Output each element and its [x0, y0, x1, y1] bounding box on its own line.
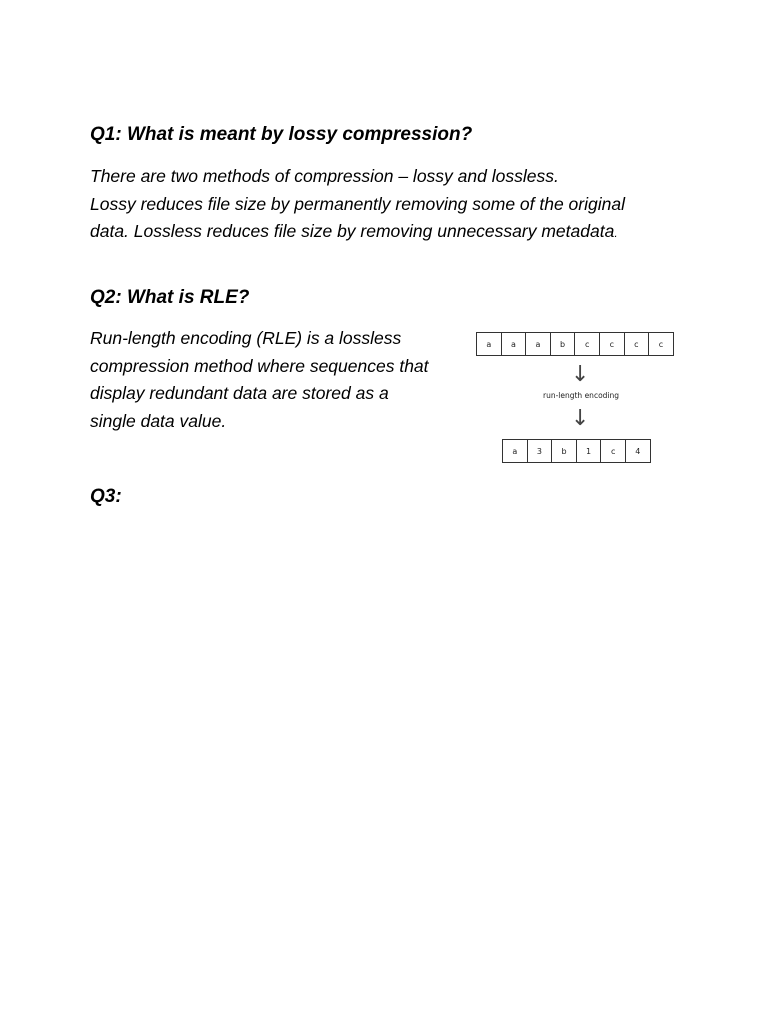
rle-output-cell: b — [551, 439, 577, 463]
down-arrow-icon: ↓ — [571, 406, 590, 431]
q1-answer — [90, 163, 625, 248]
rle-caption: run-length encoding — [542, 391, 620, 400]
q2-answer-line-2: compression method where sequences that — [90, 355, 429, 376]
rle-input-cell: a — [476, 332, 502, 356]
rle-input-cell: c — [574, 332, 600, 356]
q2-answer-line-4: single data value. — [90, 410, 227, 431]
rle-output-cell: 4 — [625, 439, 651, 463]
q1-answer-line-3 — [90, 218, 625, 248]
rle-input-cell: c — [599, 332, 625, 356]
q2-answer-line-3: display redundant data are stored as a — [90, 383, 389, 403]
rle-input-cell: a — [501, 332, 527, 356]
rle-input-cell: a — [525, 332, 551, 356]
q1-answer-line-2: Lossy reduces file size by permanently removing some of the original — [90, 193, 625, 214]
rle-output-row — [502, 439, 651, 463]
rle-output-cell: a — [502, 439, 528, 463]
rle-diagram — [470, 326, 692, 476]
rle-input-cell: c — [648, 332, 674, 356]
rle-output-cell: c — [600, 439, 626, 463]
rle-output-cell: 1 — [576, 439, 602, 463]
q3-heading: Q3: — [90, 486, 122, 507]
rle-output-cell: 3 — [527, 439, 553, 463]
q2-heading: Q2: What is RLE? — [90, 287, 250, 308]
q1-answer-period: . — [614, 226, 618, 240]
rle-input-cell: c — [624, 332, 650, 356]
down-arrow-icon: ↓ — [571, 362, 590, 387]
q1-answer-line-1: There are two methods of compression – lossy and lossless. — [90, 166, 559, 186]
q2-answer — [90, 325, 429, 435]
rle-input-row — [476, 332, 674, 356]
rle-input-cell: b — [550, 332, 576, 356]
q2-answer-line-1: Run-length encoding (RLE) is a lossless — [90, 328, 402, 348]
q1-answer-line-3-text: data. Lossless reduces file size by removing unnecessary metadata — [90, 221, 615, 241]
q1-heading: Q1: What is meant by lossy compression? — [90, 124, 473, 145]
